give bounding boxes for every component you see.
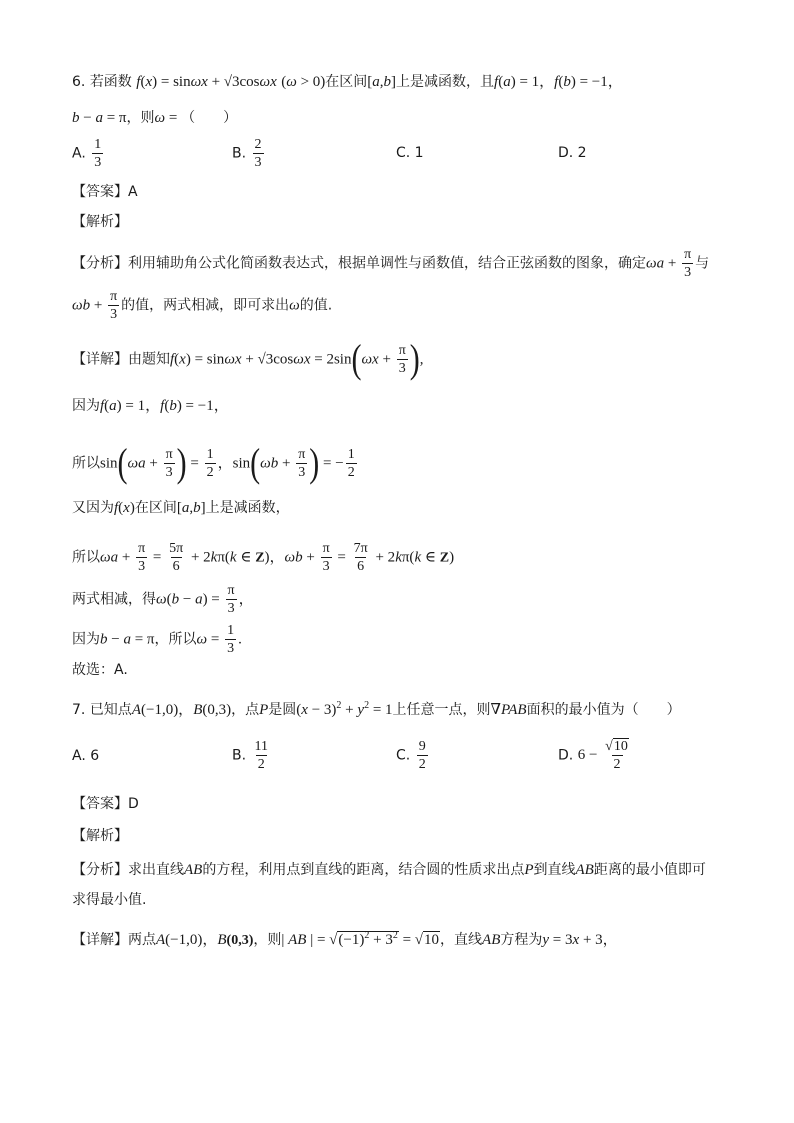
q6-stem-line2: b − a = π，则ω = （ ） bbox=[72, 110, 238, 126]
q6-option-b: B. $\frac{2}{3}$ bbox=[232, 137, 262, 170]
answer-label: 【答案】 bbox=[72, 184, 128, 200]
q6-option-c: C. 1 bbox=[396, 145, 424, 161]
q7-jiexi: 【解析】 bbox=[72, 828, 128, 844]
q6-fenxi-line2: ωb + $\frac{\pi}{3}$ 的值，两式相减，即可求出ω的值. bbox=[72, 289, 333, 322]
q6-stem-line1: 6. 若函数 f(x) = sinωx + √3cosωx (ω > 0)在区间[a,b]上是减函数，且f(a) = 1，f(b) = −1， bbox=[72, 74, 623, 90]
q6-step4: 所以ωa + $\frac{\pi}{3}$ = $\frac{5\pi}{6}$ + 2kπ(k ∈ Z)，ωb + $\frac{\pi}{3}$ = $\frac{7\pi}{6}$ + 2kπ(k ∈ Z) bbox=[72, 541, 455, 574]
q6-conclusion: 故选：A. bbox=[72, 662, 128, 678]
q6-step2: 所以sin(ωa + $\frac{\pi}{3}$ ) = $\frac{1}{2}$ ，sin(ωb + $\frac{\pi}{3}$ ) = − $\frac{1}{2}$ bbox=[72, 440, 355, 486]
q6-step5: 两式相减，得ω(b − a) = $\frac{\pi}{3}$ ， bbox=[72, 583, 254, 616]
q6-xiangjie: 【详解】由题知f(x) = sinωx + √3cosωx = 2sin(ωx + $\frac{\pi}{3}$ ), bbox=[72, 336, 424, 382]
answer-value: D bbox=[128, 796, 139, 812]
q7-stem: 7. 已知点A(−1,0)，B(0,3)，点P是圆$(x - 3)^2 + y^2 = 1$上任意一点，则∇PAB面积的最小值为（ ） bbox=[72, 700, 681, 718]
q7-option-d: D. 6 − $\frac{√10}{2}$ bbox=[558, 739, 628, 772]
q6-option-a: A. $\frac{1}{3}$ bbox=[72, 137, 102, 170]
q6-step1: 因为f(a) = 1，f(b) = −1， bbox=[72, 398, 229, 414]
stem-text: 在区间 bbox=[325, 74, 368, 90]
q6-fenxi-line1: 【分析】利用辅助角公式化简函数表达式，根据单调性与函数值，结合正弦函数的图象，确定ωa + $\frac{\pi}{3}$ 与 bbox=[72, 247, 710, 280]
q6-answer bbox=[72, 182, 138, 202]
q6-option-d: D. 2 bbox=[558, 145, 587, 161]
q7-option-a: A. 6 bbox=[72, 748, 100, 764]
q7-fenxi-line1: 【分析】求出直线AB的方程，利用点到直线的距离，结合圆的性质求出点P到直线AB距离的最小值即可 bbox=[72, 862, 706, 878]
q6-step3: 又因为f(x)在区间[a,b]上是减函数， bbox=[72, 500, 290, 516]
stem-text: 上是减函数，且 bbox=[396, 74, 495, 90]
q7-option-c: C. $\frac{9}{2}$ bbox=[396, 739, 426, 772]
answer-value: A bbox=[128, 184, 138, 200]
q7-xiangjie: 【详解】两点A(−1,0)，B(0,3)，则| AB | = $√(-1)^2 + 3^2 = √10$，直线AB方程为y = 3x + 3， bbox=[72, 930, 618, 948]
q7-answer bbox=[72, 794, 139, 814]
q6-jiexi: 【解析】 bbox=[72, 214, 128, 230]
q6-step6: 因为b − a = π，所以ω = $\frac{1}{3}$ . bbox=[72, 623, 242, 656]
question-number: 6. bbox=[72, 74, 86, 90]
stem-text: 若函数 bbox=[89, 74, 132, 90]
q7-fenxi-line2: 求得最小值. bbox=[72, 892, 147, 908]
question-number: 7. bbox=[72, 702, 86, 718]
answer-label: 【答案】 bbox=[72, 796, 128, 812]
q7-option-b: B. $\frac{11}{2}$ bbox=[232, 739, 268, 772]
